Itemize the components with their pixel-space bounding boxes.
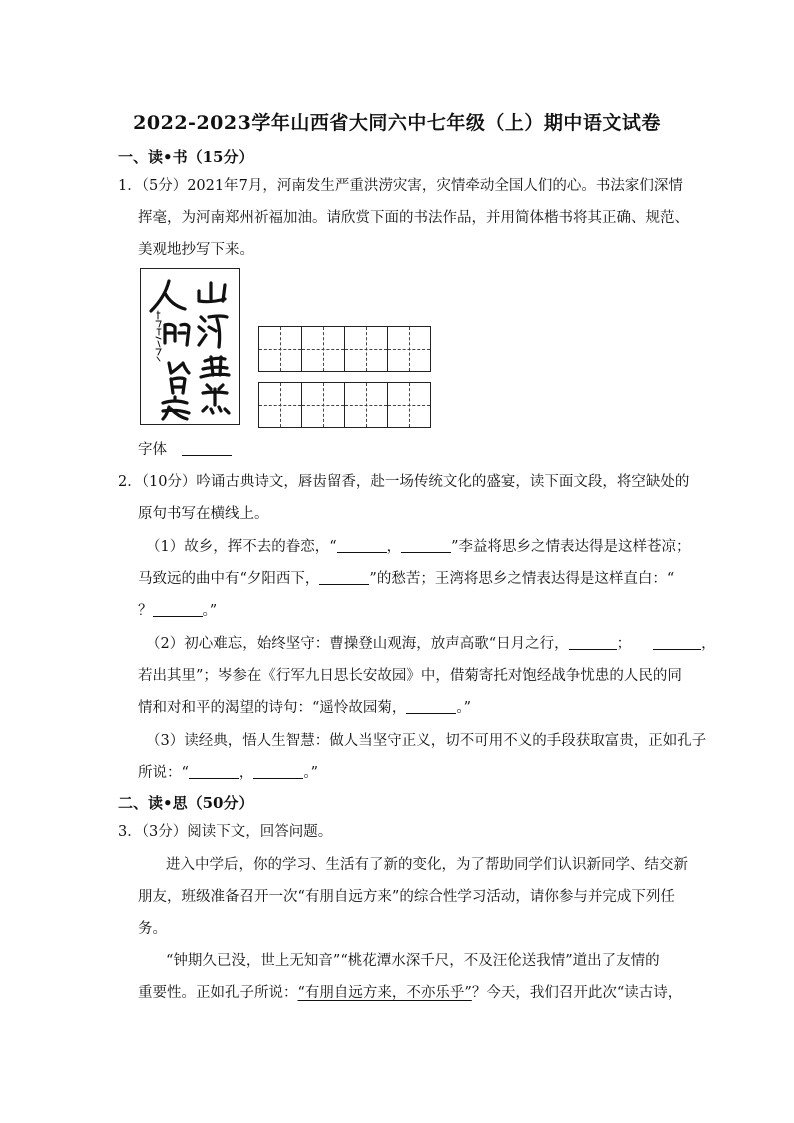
q3-passage-a-line-3: 务。 [138, 921, 167, 937]
section-1-heading: 一、读•书（15分） [118, 148, 254, 166]
q2-part2-line-1 [146, 634, 716, 654]
font-label: 字体 [138, 442, 167, 458]
page-title: 2022-2023学年山西省大同六中七年级（上）期中语文试卷 [133, 112, 661, 134]
grid-cell[interactable] [344, 326, 388, 372]
q2-part1-line-3 [138, 601, 217, 621]
q2-line-2: 原句书写在横线上。 [138, 506, 269, 522]
answer-blank[interactable] [401, 538, 451, 553]
q1-line-3: 美观地抄写下来。 [138, 242, 254, 258]
q3-underlined-quote: “有朋自远方来，不亦乐乎” [297, 985, 472, 1001]
grid-cell[interactable] [258, 382, 302, 428]
q2-p3-text-b: 所说：“ [138, 765, 189, 781]
grid-cell[interactable] [258, 326, 302, 372]
section-2-heading: 二、读•思（50分） [118, 794, 254, 812]
q2-p2-text-e: 情和对和平的渴望的诗句：“遥怜故园菊， [138, 700, 407, 716]
q3-line-1: 3．（3分）阅读下文，回答问题。 [118, 824, 333, 840]
q3-passage-b-line-2 [138, 983, 682, 1003]
answer-blank[interactable] [319, 570, 369, 585]
q3-passage-a-line-1: 进入中学后，你的学习、生活有了新的变化，为了帮助同学们认识新同学、结交新 [166, 857, 688, 873]
font-answer-line [138, 440, 232, 460]
q2-p2-text-b: ； [616, 636, 632, 652]
q1-line-2: 挥毫，为河南郑州祈福加油。请欣赏下面的书法作品，并用简体楷书将其正确、规范、 [138, 210, 689, 226]
q2-p2-text-c: ， [701, 636, 716, 652]
q2-p1-text-e: ”的愁苦；王湾将思乡之情表达得是这样直白：“ [369, 571, 675, 587]
grid-cell[interactable] [301, 326, 345, 372]
q2-p1-text-c: ”李益将思乡之情表达得是这样苍凉； [451, 539, 691, 555]
q2-p1-text-f: ？ [138, 603, 153, 619]
q3-passage-a-line-2: 朋友，班级准备召开一次“有朋自远方来”的综合性学习活动，请你参与并完成下列任 [138, 889, 675, 905]
q2-p2-text-f: 。” [456, 700, 472, 716]
calligraphy-image [141, 269, 238, 423]
q2-p3-text-c: ， [238, 765, 254, 781]
answer-blank[interactable] [569, 635, 617, 650]
grid-cell[interactable] [344, 382, 388, 428]
answer-blank[interactable] [189, 764, 239, 779]
q3-b2-text-c: ？今天，我们召开此次“读古诗， [471, 985, 683, 1001]
q1-line-1: 1．（5分）2021年7月，河南发生严重洪涝灾害，灾情牵动全国人们的心。书法家们深情 [118, 178, 683, 194]
q2-line-1: 2．（10分）吟诵古典诗文，唇齿留香，赴一场传统文化的盛宴，读下面文段，将空缺处的 [118, 474, 690, 490]
q2-p1-text-d: 马致远的曲中有“夕阳西下， [138, 571, 320, 587]
answer-blank[interactable] [153, 602, 203, 617]
q3-b2-text-a: 重要性。正如孔子所说： [138, 985, 298, 1001]
q2-part3-line-2 [138, 763, 318, 783]
calligraphy-artwork [140, 268, 240, 425]
writing-grid-row-2[interactable] [258, 382, 431, 428]
q2-part3-line-1: （3）读经典，悟人生智慧：做人当坚守正义，切不可用不义的手段获取富贵，正如孔子 [146, 733, 707, 749]
q2-part2-line-3 [138, 698, 471, 718]
writing-grid-row-1[interactable] [258, 326, 431, 372]
q2-p1-text-a: （1）故乡，挥不去的眷恋，“ [146, 539, 337, 555]
q2-part1-line-2 [138, 569, 674, 589]
q3-passage-b-line-1: “钟期久已没，世上无知音”“桃花潭水深千尺，不及汪伦送我情”道出了友情的 [166, 953, 660, 969]
answer-blank[interactable] [406, 699, 456, 714]
grid-cell[interactable] [387, 326, 431, 372]
q2-p3-text-d: 。” [303, 765, 319, 781]
answer-blank[interactable] [653, 635, 701, 650]
grid-cell[interactable] [301, 382, 345, 428]
grid-cell[interactable] [387, 382, 431, 428]
q2-p1-text-g: 。” [202, 603, 218, 619]
q2-part2-line-2: 若出其里”；岑参在《行军九日思长安故园》中，借菊寄托对饱经战争忧患的人民的同 [138, 668, 682, 684]
font-answer-blank[interactable] [182, 441, 232, 456]
answer-blank[interactable] [253, 764, 303, 779]
answer-blank[interactable] [337, 538, 387, 553]
q2-p2-text-a: （2）初心难忘，始终坚守：曹操登山观海，放声高歌“日月之行， [146, 636, 569, 652]
q2-p1-text-b: ， [386, 539, 402, 555]
q2-part1-line-1 [146, 537, 691, 557]
